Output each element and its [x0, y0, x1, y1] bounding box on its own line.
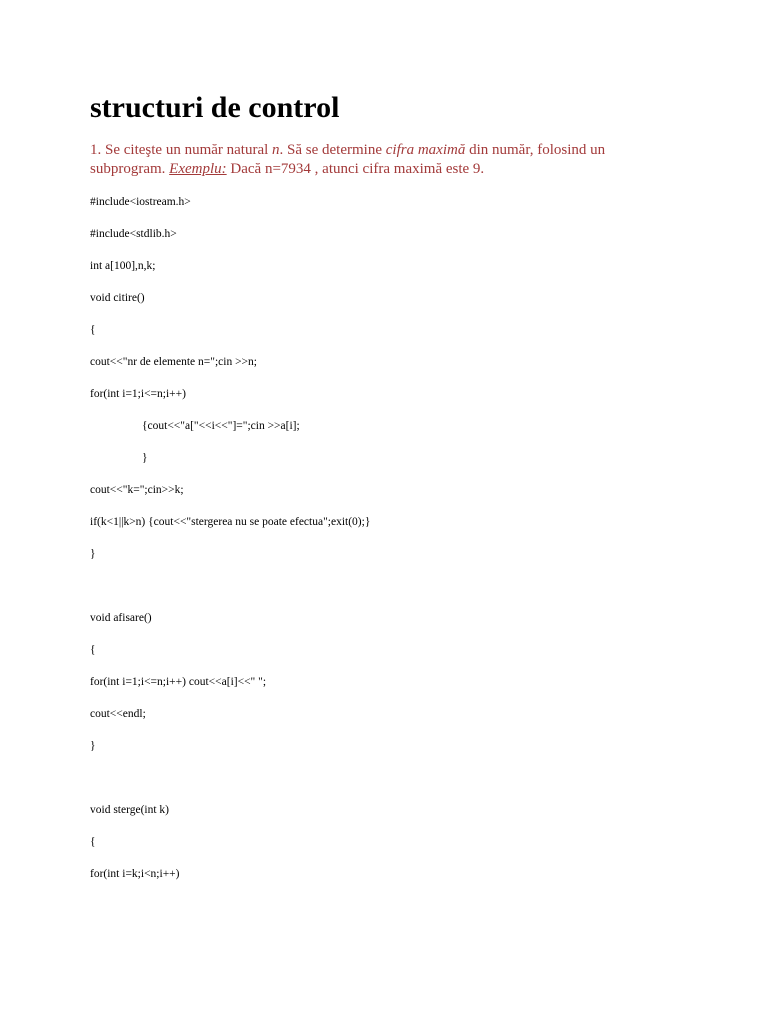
page-title: structuri de control [90, 91, 340, 124]
code-line: #include<stdlib.h> [90, 228, 177, 240]
problem-statement [90, 141, 650, 179]
code-line: void afisare() [90, 612, 152, 624]
problem-line2: subprogram. [90, 161, 170, 177]
code-line: void sterge(int k) [90, 804, 169, 816]
problem-emphasis: cifra maximă [385, 142, 466, 158]
code-line: {cout<<"a["<<i<<"]=";cin >>a[i]; [142, 420, 300, 432]
code-line: { [90, 324, 96, 336]
code-line: void citire() [90, 292, 145, 304]
code-line: if(k<1||k>n) {cout<<"stergerea nu se poate efectua";exit(0);} [90, 516, 371, 528]
code-line: } [142, 452, 148, 464]
problem-variable: n [272, 142, 280, 158]
code-line: for(int i=1;i<=n;i++) [90, 388, 186, 400]
code-line: for(int i=k;i<n;i++) [90, 868, 180, 880]
code-line: { [90, 836, 96, 848]
code-line: cout<<endl; [90, 708, 146, 720]
code-line: cout<<"k=";cin>>k; [90, 484, 184, 496]
code-line: int a[100],n,k; [90, 260, 156, 272]
code-line: } [90, 548, 96, 560]
example-label: Exemplu: [169, 161, 227, 177]
problem-tail: din număr, folosind un [465, 142, 606, 158]
code-line: for(int i=1;i<=n;i++) cout<<a[i]<<" "; [90, 676, 267, 688]
code-line: #include<iostream.h> [90, 196, 191, 208]
code-line: } [90, 740, 96, 752]
code-line: cout<<"nr de elemente n=";cin >>n; [90, 356, 257, 368]
code-line: { [90, 644, 96, 656]
problem-mid: . Să se determine [279, 142, 386, 158]
example-text: Dacă n=7934 , atunci cifra maximă este 9. [226, 161, 485, 177]
problem-lead: 1. Se citeşte un număr natural [90, 142, 273, 158]
